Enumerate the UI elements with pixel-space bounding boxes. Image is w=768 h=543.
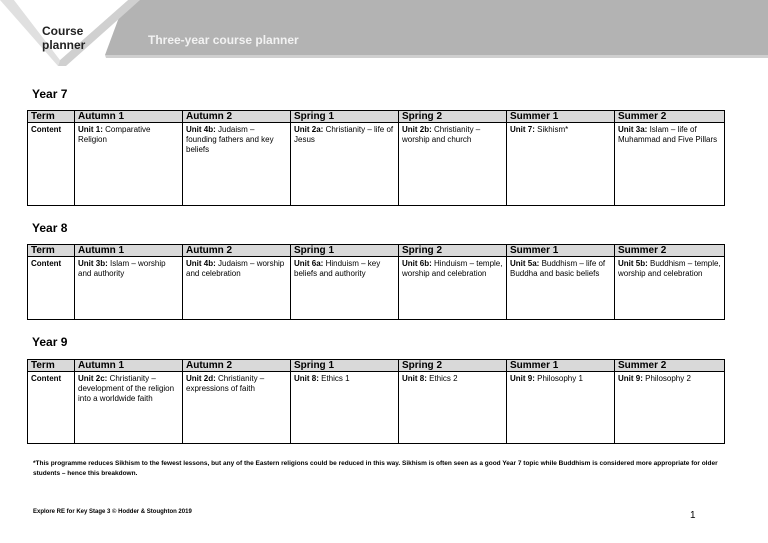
unit-description: Philosophy 2 [642, 374, 691, 383]
unit-code: Unit 7: [510, 125, 535, 134]
table-cell [507, 257, 615, 320]
column-header: Autumn 2 [183, 245, 291, 257]
unit-code: Unit 9: [510, 374, 535, 383]
column-header: Spring 2 [399, 245, 507, 257]
unit-code: Unit 3b: [78, 259, 108, 268]
unit-description: Hinduism – key beliefs and authority [294, 259, 381, 278]
section-label: Course planner [42, 24, 86, 52]
unit-code: Unit 6b: [402, 259, 432, 268]
unit-code: Unit 2d: [186, 374, 216, 383]
unit-description: Comparative Religion [78, 125, 151, 144]
unit-description: Judaism – founding fathers and key beliefs [186, 125, 274, 154]
table-cell [291, 123, 399, 206]
course-table-year-9 [27, 359, 725, 444]
table-cell [399, 372, 507, 444]
footer-credit: Explore RE for Key Stage 3 © Hodder & Stoughton 2019 [33, 509, 192, 515]
unit-description: Islam – worship and authority [78, 259, 166, 278]
year-heading: Year 8 [32, 221, 68, 235]
table-cell [291, 257, 399, 320]
table-cell [399, 257, 507, 320]
column-header: Summer 1 [507, 245, 615, 257]
unit-description: Buddhism – temple, worship and celebration [618, 259, 721, 278]
table-cell [507, 123, 615, 206]
table-cell [75, 372, 183, 444]
unit-description: Philosophy 1 [534, 374, 583, 383]
unit-code: Unit 1: [78, 125, 103, 134]
page-number: 1 [690, 510, 696, 521]
table-header-row [28, 111, 725, 123]
column-header: Spring 1 [291, 245, 399, 257]
column-header: Spring 1 [291, 360, 399, 372]
page-title: Three-year course planner [148, 33, 299, 47]
unit-code: Unit 5b: [618, 259, 648, 268]
year-heading: Year 9 [32, 335, 68, 349]
table-cell [75, 123, 183, 206]
table-cell [75, 257, 183, 320]
column-header: Spring 2 [399, 360, 507, 372]
column-header: Summer 2 [615, 111, 725, 123]
unit-description: Christianity – life of Jesus [294, 125, 394, 144]
unit-code: Unit 8: [402, 374, 427, 383]
column-header: Autumn 1 [75, 245, 183, 257]
column-header: Autumn 2 [183, 111, 291, 123]
unit-description: Christianity – expressions of faith [186, 374, 265, 393]
unit-description: Ethics 2 [426, 374, 458, 383]
unit-code: Unit 4b: [186, 259, 216, 268]
column-header: Spring 1 [291, 111, 399, 123]
course-table-year-7 [27, 110, 725, 206]
row-label: Content [28, 123, 75, 206]
column-header: Summer 1 [507, 360, 615, 372]
unit-description: Ethics 1 [318, 374, 350, 383]
unit-code: Unit 3a: [618, 125, 648, 134]
table-cell [615, 372, 725, 444]
course-table-year-8 [27, 244, 725, 320]
column-header: Summer 2 [615, 360, 725, 372]
unit-code: Unit 2b: [402, 125, 432, 134]
table-row [28, 257, 725, 320]
unit-code: Unit 9: [618, 374, 643, 383]
unit-description: Judaism – worship and celebration [186, 259, 285, 278]
unit-description: Christianity – worship and church [402, 125, 481, 144]
unit-code: Unit 5a: [510, 259, 540, 268]
table-cell [507, 372, 615, 444]
table-cell [291, 372, 399, 444]
column-header: Summer 2 [615, 245, 725, 257]
table-cell [615, 123, 725, 206]
header-band [0, 0, 768, 70]
column-header: Autumn 1 [75, 111, 183, 123]
table-cell [183, 123, 291, 206]
column-header: Spring 2 [399, 111, 507, 123]
table-header-row [28, 245, 725, 257]
column-header: Term [28, 245, 75, 257]
footnote: *This programme reduces Sikhism to the fewest lessons, but any of the Eastern religions could be reduced in this way. Sikhism is often seen as a good Year 7 topic while Buddhism is considered more appropriate for older students – hence this breakdown. [33, 460, 718, 477]
unit-code: Unit 2a: [294, 125, 324, 134]
table-cell [399, 123, 507, 206]
unit-description: Christianity – development of the religion into a worldwide faith [78, 374, 175, 403]
unit-code: Unit 2c: [78, 374, 108, 383]
column-header: Term [28, 111, 75, 123]
table-cell [183, 372, 291, 444]
unit-description: Buddhism – life of Buddha and basic beliefs [510, 259, 606, 278]
unit-description: Hinduism – temple, worship and celebration [402, 259, 503, 278]
row-label: Content [28, 372, 75, 444]
column-header: Autumn 1 [75, 360, 183, 372]
table-header-row [28, 360, 725, 372]
column-header: Summer 1 [507, 111, 615, 123]
year-heading: Year 7 [32, 87, 68, 101]
unit-code: Unit 8: [294, 374, 319, 383]
table-cell [615, 257, 725, 320]
table-cell [183, 257, 291, 320]
unit-code: Unit 4b: [186, 125, 216, 134]
unit-description: Sikhism* [534, 125, 569, 134]
table-row [28, 372, 725, 444]
table-row [28, 123, 725, 206]
unit-description: Islam – life of Muhammad and Five Pillars [618, 125, 718, 144]
unit-code: Unit 6a: [294, 259, 324, 268]
column-header: Autumn 2 [183, 360, 291, 372]
row-label: Content [28, 257, 75, 320]
column-header: Term [28, 360, 75, 372]
